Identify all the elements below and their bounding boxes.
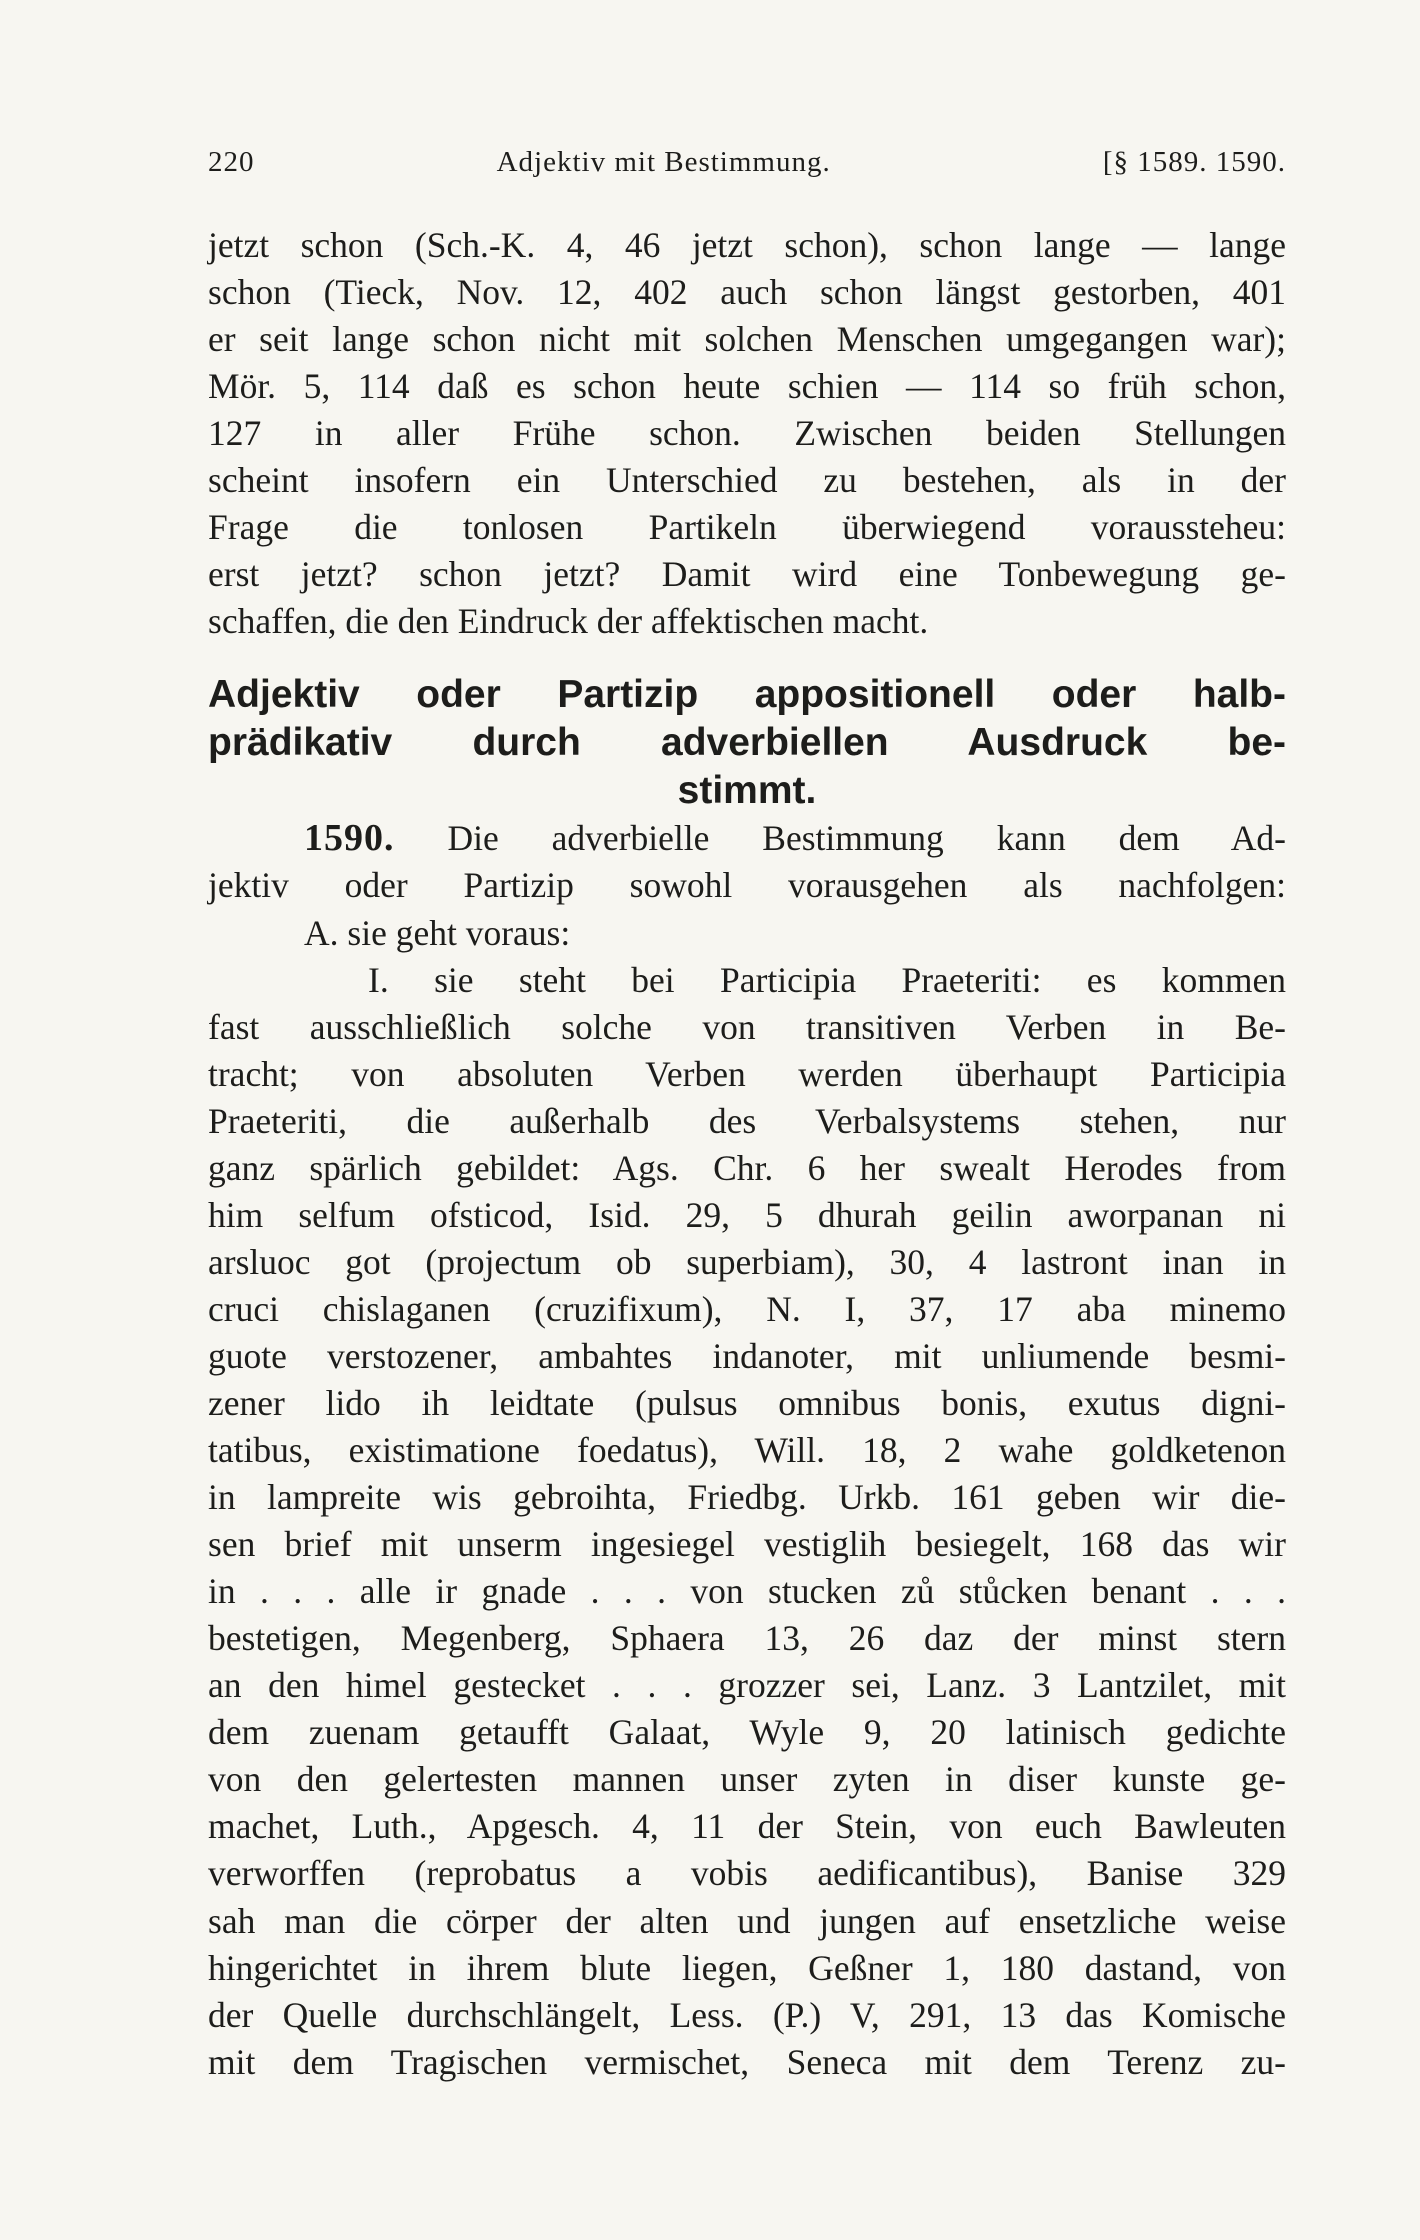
text-line: hingerichtet in ihrem blute liegen, Geßner 1, 180 dastand, von — [208, 1947, 1286, 1988]
running-header — [208, 146, 1286, 179]
text-line: an den himel gestecket . . . grozzer sei, Lanz. 3 Lantzilet, mit — [208, 1665, 1286, 1706]
text-line: erst jetzt? schon jetzt? Damit wird eine Tonbewegung ge- — [208, 554, 1286, 595]
paragraph-continuation — [208, 222, 1286, 645]
text-line: verworffen (reprobatus a vobis aedificantibus), Banise 329 — [208, 1853, 1286, 1894]
section-heading-line: Adjektiv oder Partizip appositionell oder halb- — [208, 673, 1286, 717]
section-heading — [208, 671, 1286, 815]
section-heading-line: stimmt. — [677, 769, 817, 813]
text-line: cruci chislaganen (cruzifixum), N. I, 37, 17 aba minemo — [208, 1288, 1286, 1329]
text-line: mit dem Tragischen vermischet, Seneca mit dem Terenz zu- — [208, 2041, 1286, 2082]
subheading-a: A. sie geht voraus: — [304, 912, 571, 953]
text-line: zener lido ih leidtate (pulsus omnibus bonis, exutus digni- — [208, 1382, 1286, 1423]
section-heading-line: prädikativ durch adverbiellen Ausdruck be- — [208, 721, 1286, 765]
text-line: tatibus, existimatione foedatus), Will. 18, 2 wahe goldketenon — [208, 1430, 1286, 1471]
text-line: er seit lange schon nicht mit solchen Menschen umgegangen war); — [208, 319, 1286, 360]
text-line: von den gelertesten mannen unser zyten in diser kunste ge- — [208, 1759, 1286, 1800]
text-line: arsluoc got (projectum ob superbiam), 30, 4 lastront inan in — [208, 1241, 1286, 1282]
text-line: ganz spärlich gebildet: Ags. Chr. 6 her swealt Herodes from — [208, 1147, 1286, 1188]
paragraph-examples — [208, 1004, 1286, 2086]
text-line: Frage die tonlosen Partikeln überwiegend voraussteheu: — [208, 507, 1286, 548]
text-line: der Quelle durchschlängelt, Less. (P.) V, 291, 13 das Komische — [208, 1994, 1286, 2035]
text-line: scheint insofern ein Unterschied zu bestehen, als in der — [208, 460, 1286, 501]
section-second-line: jektiv oder Partizip sowohl vorausgehen als nachfolgen: — [208, 865, 1286, 906]
text-line: schon (Tieck, Nov. 12, 402 auch schon längst gestorben, 401 — [208, 272, 1286, 313]
text-line: in . . . alle ir gnade . . . von stucken zů stůcken benant . . . — [208, 1571, 1286, 1612]
text-line: machet, Luth., Apgesch. 4, 11 der Stein, von euch Bawleuten — [208, 1806, 1286, 1847]
section-opening-line — [208, 815, 1286, 862]
page-number: 220 — [208, 146, 255, 178]
text-line: tracht; von absoluten Verben werden überhaupt Participia — [208, 1053, 1286, 1094]
text-line: him selfum ofsticod, Isid. 29, 5 dhurah geilin aworpanan ni — [208, 1194, 1286, 1235]
section-opening-text: Die adverbielle Bestimmung kann dem Ad- — [447, 818, 1286, 859]
spacer — [208, 645, 1286, 671]
text-line: dem zuenam getaufft Galaat, Wyle 9, 20 latinisch gedichte — [208, 1712, 1286, 1753]
text-line: Praeteriti, die außerhalb des Verbalsystems stehen, nur — [208, 1100, 1286, 1141]
text-line: schaffen, die den Eindruck der affektischen macht. — [208, 601, 929, 642]
text-line: 127 in aller Frühe schon. Zwischen beiden Stellungen — [208, 413, 1286, 454]
text-line: bestetigen, Megenberg, Sphaera 13, 26 daz der minst stern — [208, 1618, 1286, 1659]
text-line: fast ausschließlich solche von transitiven Verben in Be- — [208, 1006, 1286, 1047]
text-line: Mör. 5, 114 daß es schon heute schien — 114 so früh schon, — [208, 366, 1286, 407]
text-line: sah man die cörper der alten und jungen auf ensetzliche weise — [208, 1900, 1286, 1941]
subheading-i: I. sie steht bei Participia Praeteriti: es kommen — [368, 959, 1286, 1000]
text-line: jetzt schon (Sch.-K. 4, 46 jetzt schon), schon lange — lange — [208, 225, 1286, 265]
section-reference: [§ 1589. 1590. — [1102, 146, 1286, 178]
text-line: in lampreite wis gebroihta, Friedbg. Urkb. 161 geben wir die- — [208, 1477, 1286, 1518]
text-line: sen brief mit unserm ingesiegel vestiglih besiegelt, 168 das wir — [208, 1524, 1286, 1565]
running-title: Adjektiv mit Bestimmung. — [496, 146, 831, 178]
text-line: guote verstozener, ambahtes indanoter, mit unliumende besmi- — [208, 1335, 1286, 1376]
section-number: 1590. — [304, 817, 395, 860]
page-body — [208, 222, 1286, 2086]
